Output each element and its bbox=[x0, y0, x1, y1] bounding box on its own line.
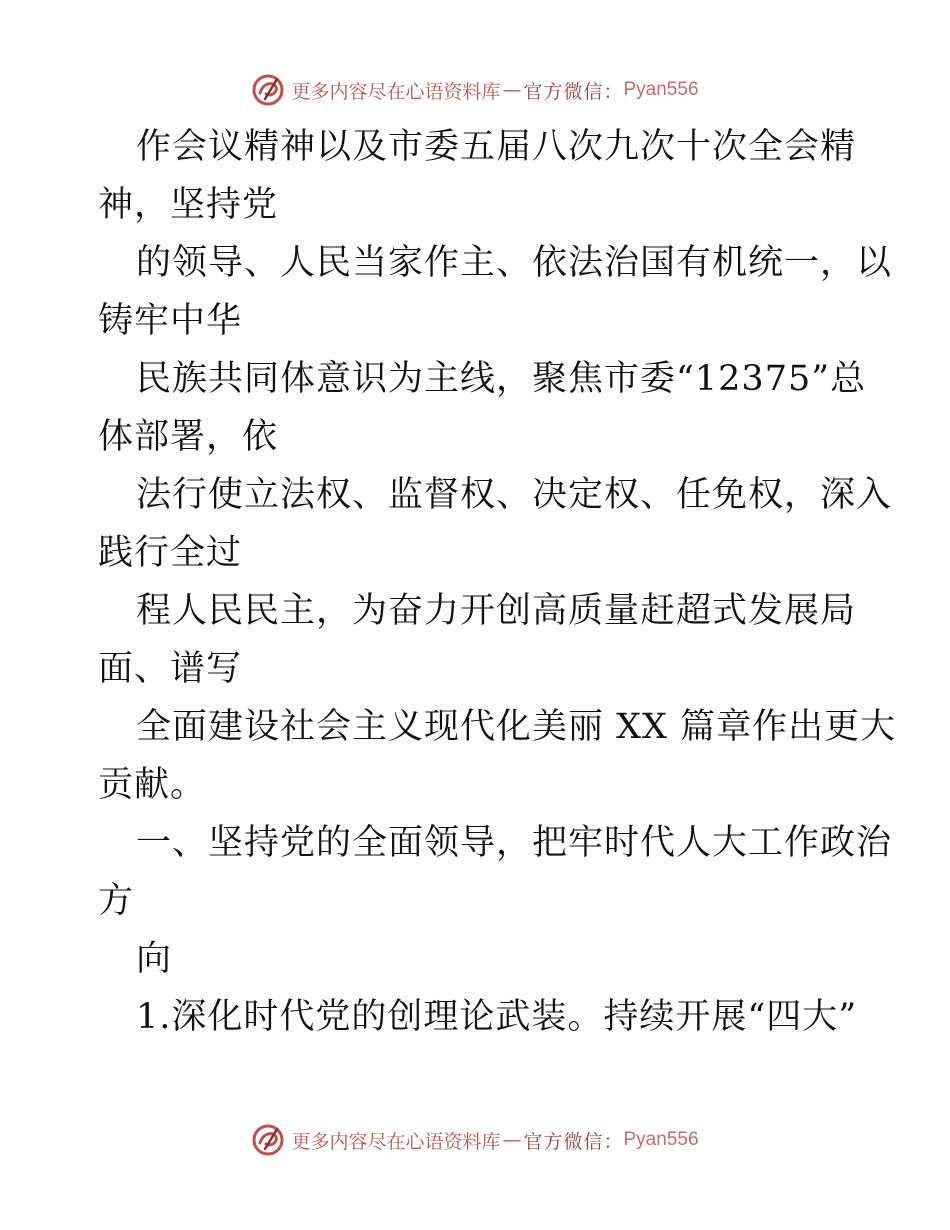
body-line: 作会议精神以及市委五届八次九次十次全会精 bbox=[136, 127, 857, 167]
watermark-dash: — bbox=[502, 79, 522, 101]
body-line: 神，坚持党 bbox=[98, 185, 279, 225]
watermark-wechat-id: Pyan556 bbox=[623, 1129, 699, 1150]
body-line: 面、谱写 bbox=[98, 649, 243, 689]
watermark-official-label: 官方微信： bbox=[523, 80, 624, 103]
body-line: 程人民民主，为奋力开创高质量赶超式发展局 bbox=[136, 591, 857, 631]
section-heading-cont: 向 bbox=[136, 939, 173, 979]
section-heading-cont: 方 bbox=[98, 881, 135, 921]
body-line: 铸牢中华 bbox=[98, 301, 243, 341]
header-watermark bbox=[0, 70, 950, 110]
watermark-official-label: 官方微信： bbox=[523, 1130, 624, 1153]
watermark-dash: — bbox=[502, 1129, 522, 1151]
red-swirl-logo-icon bbox=[251, 1123, 285, 1157]
body-line: 践行全过 bbox=[98, 533, 243, 573]
body-line: 民族共同体意识为主线，聚焦市委“12375”总 bbox=[136, 359, 867, 399]
watermark-brand: 更多内容尽在心语资料库 bbox=[291, 80, 501, 103]
red-swirl-logo-icon bbox=[251, 73, 285, 107]
body-line: 1.深化时代党的创理论武装。持续开展“四大” bbox=[136, 997, 858, 1037]
section-heading: 一、坚持党的全面领导，把牢时代人大工作政治 bbox=[136, 823, 893, 863]
body-line: 的领导、人民当家作主、依法治国有机统一，以 bbox=[136, 243, 893, 283]
body-line: 全面建设社会主义现代化美丽 XX 篇章作出更大 bbox=[136, 707, 897, 747]
body-line: 体部署，依 bbox=[98, 417, 279, 457]
body-line: 贡献。 bbox=[98, 765, 207, 805]
footer-watermark bbox=[0, 1120, 950, 1160]
body-line: 法行使立法权、监督权、决定权、任免权，深入 bbox=[136, 475, 893, 515]
watermark-wechat-id: Pyan556 bbox=[623, 79, 699, 100]
document-body bbox=[98, 118, 897, 1046]
watermark-brand: 更多内容尽在心语资料库 bbox=[291, 1130, 501, 1153]
